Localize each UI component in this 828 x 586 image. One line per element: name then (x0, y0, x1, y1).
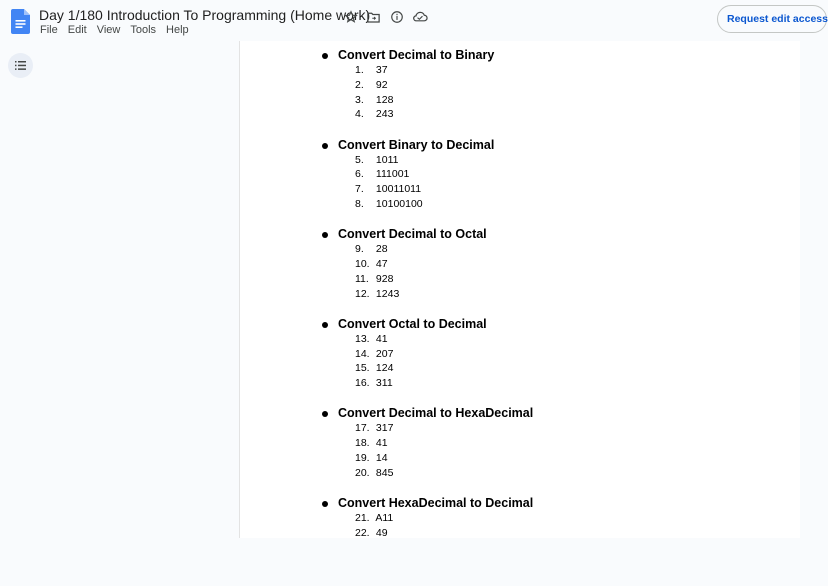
list-item (355, 64, 388, 76)
list-item-value: 128 (375, 93, 394, 106)
list-item-value: 10011011 (375, 183, 422, 196)
list-item (355, 108, 393, 120)
bullet-dot (322, 322, 328, 328)
list-item-value: 1243 (375, 287, 400, 300)
list-item-value: 317 (375, 422, 394, 435)
list-item (355, 258, 388, 270)
document-outline-button[interactable] (8, 53, 33, 78)
list-item-number: 12. (355, 287, 370, 300)
section-3 (240, 227, 800, 317)
section-5 (240, 406, 800, 496)
list-item (355, 94, 393, 106)
list-item-value: 845 (375, 466, 394, 479)
section-4 (240, 317, 800, 407)
bullet-dot (322, 411, 328, 417)
list-item-value: 111001 (375, 168, 410, 181)
bullet-dot (322, 143, 328, 149)
menu-tools[interactable]: Tools (130, 24, 157, 36)
list-item-value: 311 (375, 377, 393, 390)
list-item-value: 243 (375, 108, 394, 121)
list-item-number: 7. (355, 183, 364, 196)
section-2 (240, 138, 800, 228)
list-item-value: 28 (375, 243, 388, 256)
list-item-value: 47 (375, 257, 388, 270)
document-title[interactable]: Day 1/180 Introduction To Programming (Home work) (39, 7, 371, 23)
list-item-number: 6. (355, 168, 364, 181)
list-item-number: 22. (355, 526, 370, 539)
section-heading: Convert Decimal to HexaDecimal (338, 406, 534, 421)
list-item (355, 168, 409, 180)
list-item (355, 333, 388, 345)
list-item (355, 452, 388, 464)
list-item-value: 41 (375, 437, 388, 450)
list-item (355, 288, 399, 300)
list-item-number: 4. (355, 108, 364, 121)
list-item-number: 2. (355, 78, 364, 91)
list-item-number: 3. (355, 93, 364, 106)
menu-edit[interactable]: Edit (67, 24, 87, 36)
list-item-number: 9. (355, 243, 364, 256)
section-heading: Convert Octal to Decimal (338, 316, 487, 331)
list-item-number: 11. (355, 272, 369, 285)
list-item-value: A11 (375, 512, 394, 524)
list-item-value: 124 (375, 362, 394, 375)
document-page[interactable] (240, 41, 800, 538)
list-item-number: 10. (355, 257, 370, 270)
list-item-value: 37 (375, 64, 388, 76)
section-1 (240, 48, 800, 138)
list-item-value: 49 (375, 526, 388, 539)
list-item-number: 5. (355, 153, 364, 166)
info-icon[interactable] (388, 8, 405, 25)
list-icon (15, 61, 26, 70)
list-item-number: 16. (355, 377, 370, 390)
list-item-value: 14 (375, 451, 388, 464)
list-item-number: 1. (355, 64, 364, 76)
list-item (355, 273, 393, 285)
title-actions (342, 8, 428, 25)
bullet-dot (322, 232, 328, 238)
section-6 (240, 496, 800, 586)
list-item-number: 17. (355, 422, 370, 435)
list-item-value: 1011 (375, 153, 399, 166)
list-item (355, 198, 423, 210)
menu-bar (40, 24, 199, 36)
request-edit-access-button[interactable]: Request edit access (717, 5, 827, 33)
list-item-value: 928 (375, 272, 394, 285)
list-item-value: 92 (375, 78, 388, 91)
menu-view[interactable]: View (96, 24, 121, 36)
list-item-number: 15. (355, 362, 370, 375)
list-item-value: 41 (375, 332, 388, 345)
list-item (355, 362, 393, 374)
list-item (355, 348, 393, 360)
star-icon[interactable] (342, 8, 359, 25)
docs-logo-icon[interactable] (11, 9, 30, 34)
section-heading: Convert Decimal to Binary (338, 48, 495, 62)
list-item-number: 14. (355, 347, 370, 360)
left-sidebar (0, 41, 240, 538)
list-item (355, 243, 388, 255)
list-item-number: 13. (355, 332, 370, 345)
list-item (355, 377, 393, 389)
cloud-icon[interactable] (411, 8, 428, 25)
list-item (355, 183, 421, 195)
move-icon[interactable] (365, 8, 382, 25)
list-item-number: 18. (355, 437, 370, 450)
list-item-number: 20. (355, 466, 370, 479)
list-item (355, 154, 399, 166)
app-header (0, 0, 828, 41)
bullet-dot (322, 501, 328, 507)
list-item (355, 422, 393, 434)
section-heading: Convert Binary to Decimal (338, 137, 495, 152)
list-item (355, 527, 388, 539)
list-item-number: 8. (355, 197, 364, 210)
list-item-value: 10100100 (375, 197, 423, 210)
bullet-dot (322, 53, 328, 59)
list-item (355, 79, 388, 91)
menu-file[interactable]: File (40, 24, 58, 36)
section-heading: Convert Decimal to Octal (338, 227, 487, 242)
list-item (355, 512, 393, 524)
list-item (355, 437, 388, 449)
section-heading: Convert HexaDecimal to Decimal (338, 496, 534, 510)
list-item-value: 207 (375, 347, 394, 360)
list-item-number: 19. (355, 451, 370, 464)
list-item (355, 467, 393, 479)
menu-help[interactable]: Help (166, 24, 189, 36)
list-item-number: 21. (355, 512, 370, 524)
